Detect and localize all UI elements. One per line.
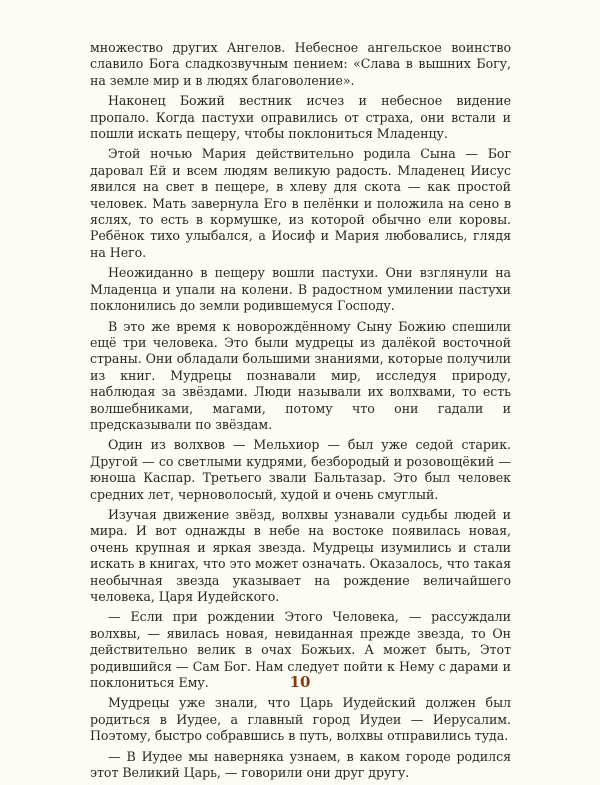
paragraph-10: — В Иудее мы наверняка узнаем, в каком городе родился этот Великий Царь, — говорили они друг другу.	[90, 748, 511, 781]
paragraph-5: В это же время к новорождённому Сыну Божию спешили ещё три человека. Это были мудрецы из далёкой восточной страны. Они обладали большими знаниями, которые получили из книг. Мудрецы познавали мир, исследуя природу, наблюдая за звёздами. Люди называли их волхвами, то есть волшебниками, магами, потому что они гадали и предсказывали по звёздам.	[90, 318, 511, 432]
paragraph-6: Один из волхвов — Мельхиор — был уже седой старик. Другой — со светлыми кудрями, безбородый и розовощёкий — юноша Каспар. Третьего звали Бальтазар. Это был человек средних лет, черноволосый, худой и очень смуглый.	[90, 437, 511, 502]
paragraph-3: Этой ночью Мария действительно родила Сына — Бог даровал Ей и всем людям великую радость. Младенец Иисус явился на свет в пещере, в хлеву для скота — как простой человек. Мать завернула Его в пелёнки и положила на сено в яслях, то есть в кормушке, из которой обычно ели коровы. Ребёнок тихо улыбался, а Иосиф и Мария любовались, глядя на Него.	[90, 146, 511, 260]
paragraph-1: множество других Ангелов. Небесное ангельское воинство славило Бога сладкозвучным пением: «Слава в вышних Богу, на земле мир и в людях благоволение».	[90, 40, 511, 88]
paragraph-8: — Если при рождении Этого Человека, — рассуждали волхвы, — явилась новая, невиданная прежде звезда, то Он действительно велик в очах Божьих. А может быть, Этот родившийся — Сам Бог. Нам следует пойти к Нему с дарами и поклониться Ему.	[90, 609, 511, 691]
paragraph-2: Наконец Божий вестник исчез и небесное видение пропало. Когда пастухи оправились от страха, они встали и пошли искать пещеру, чтобы поклониться Младенцу.	[90, 93, 511, 142]
paragraph-9: Мудрецы уже знали, что Царь Иудейский должен был родиться в Иудее, а главный город Иудеи — Иерусалим. Поэтому, быстро собравшись в путь, волхвы отправились туда.	[90, 695, 511, 744]
page-number: 10	[289, 673, 311, 691]
paragraph-4: Неожиданно в пещеру вошли пастухи. Они взглянули на Младенца и упали на колени. В радостном умилении пастухи поклонились до земли родившемуся Господу.	[90, 265, 511, 314]
paragraph-7: Изучая движение звёзд, волхвы узнавали судьбы людей и мира. И вот однажды в небе на востоке появилась новая, очень крупная и яркая звезда. Мудрецы изумились и стали искать в книгах, что это может означать. Оказалось, что такая необычная звезда указывает на рождение величайшего человека, Царя Иудейского.	[90, 506, 511, 604]
